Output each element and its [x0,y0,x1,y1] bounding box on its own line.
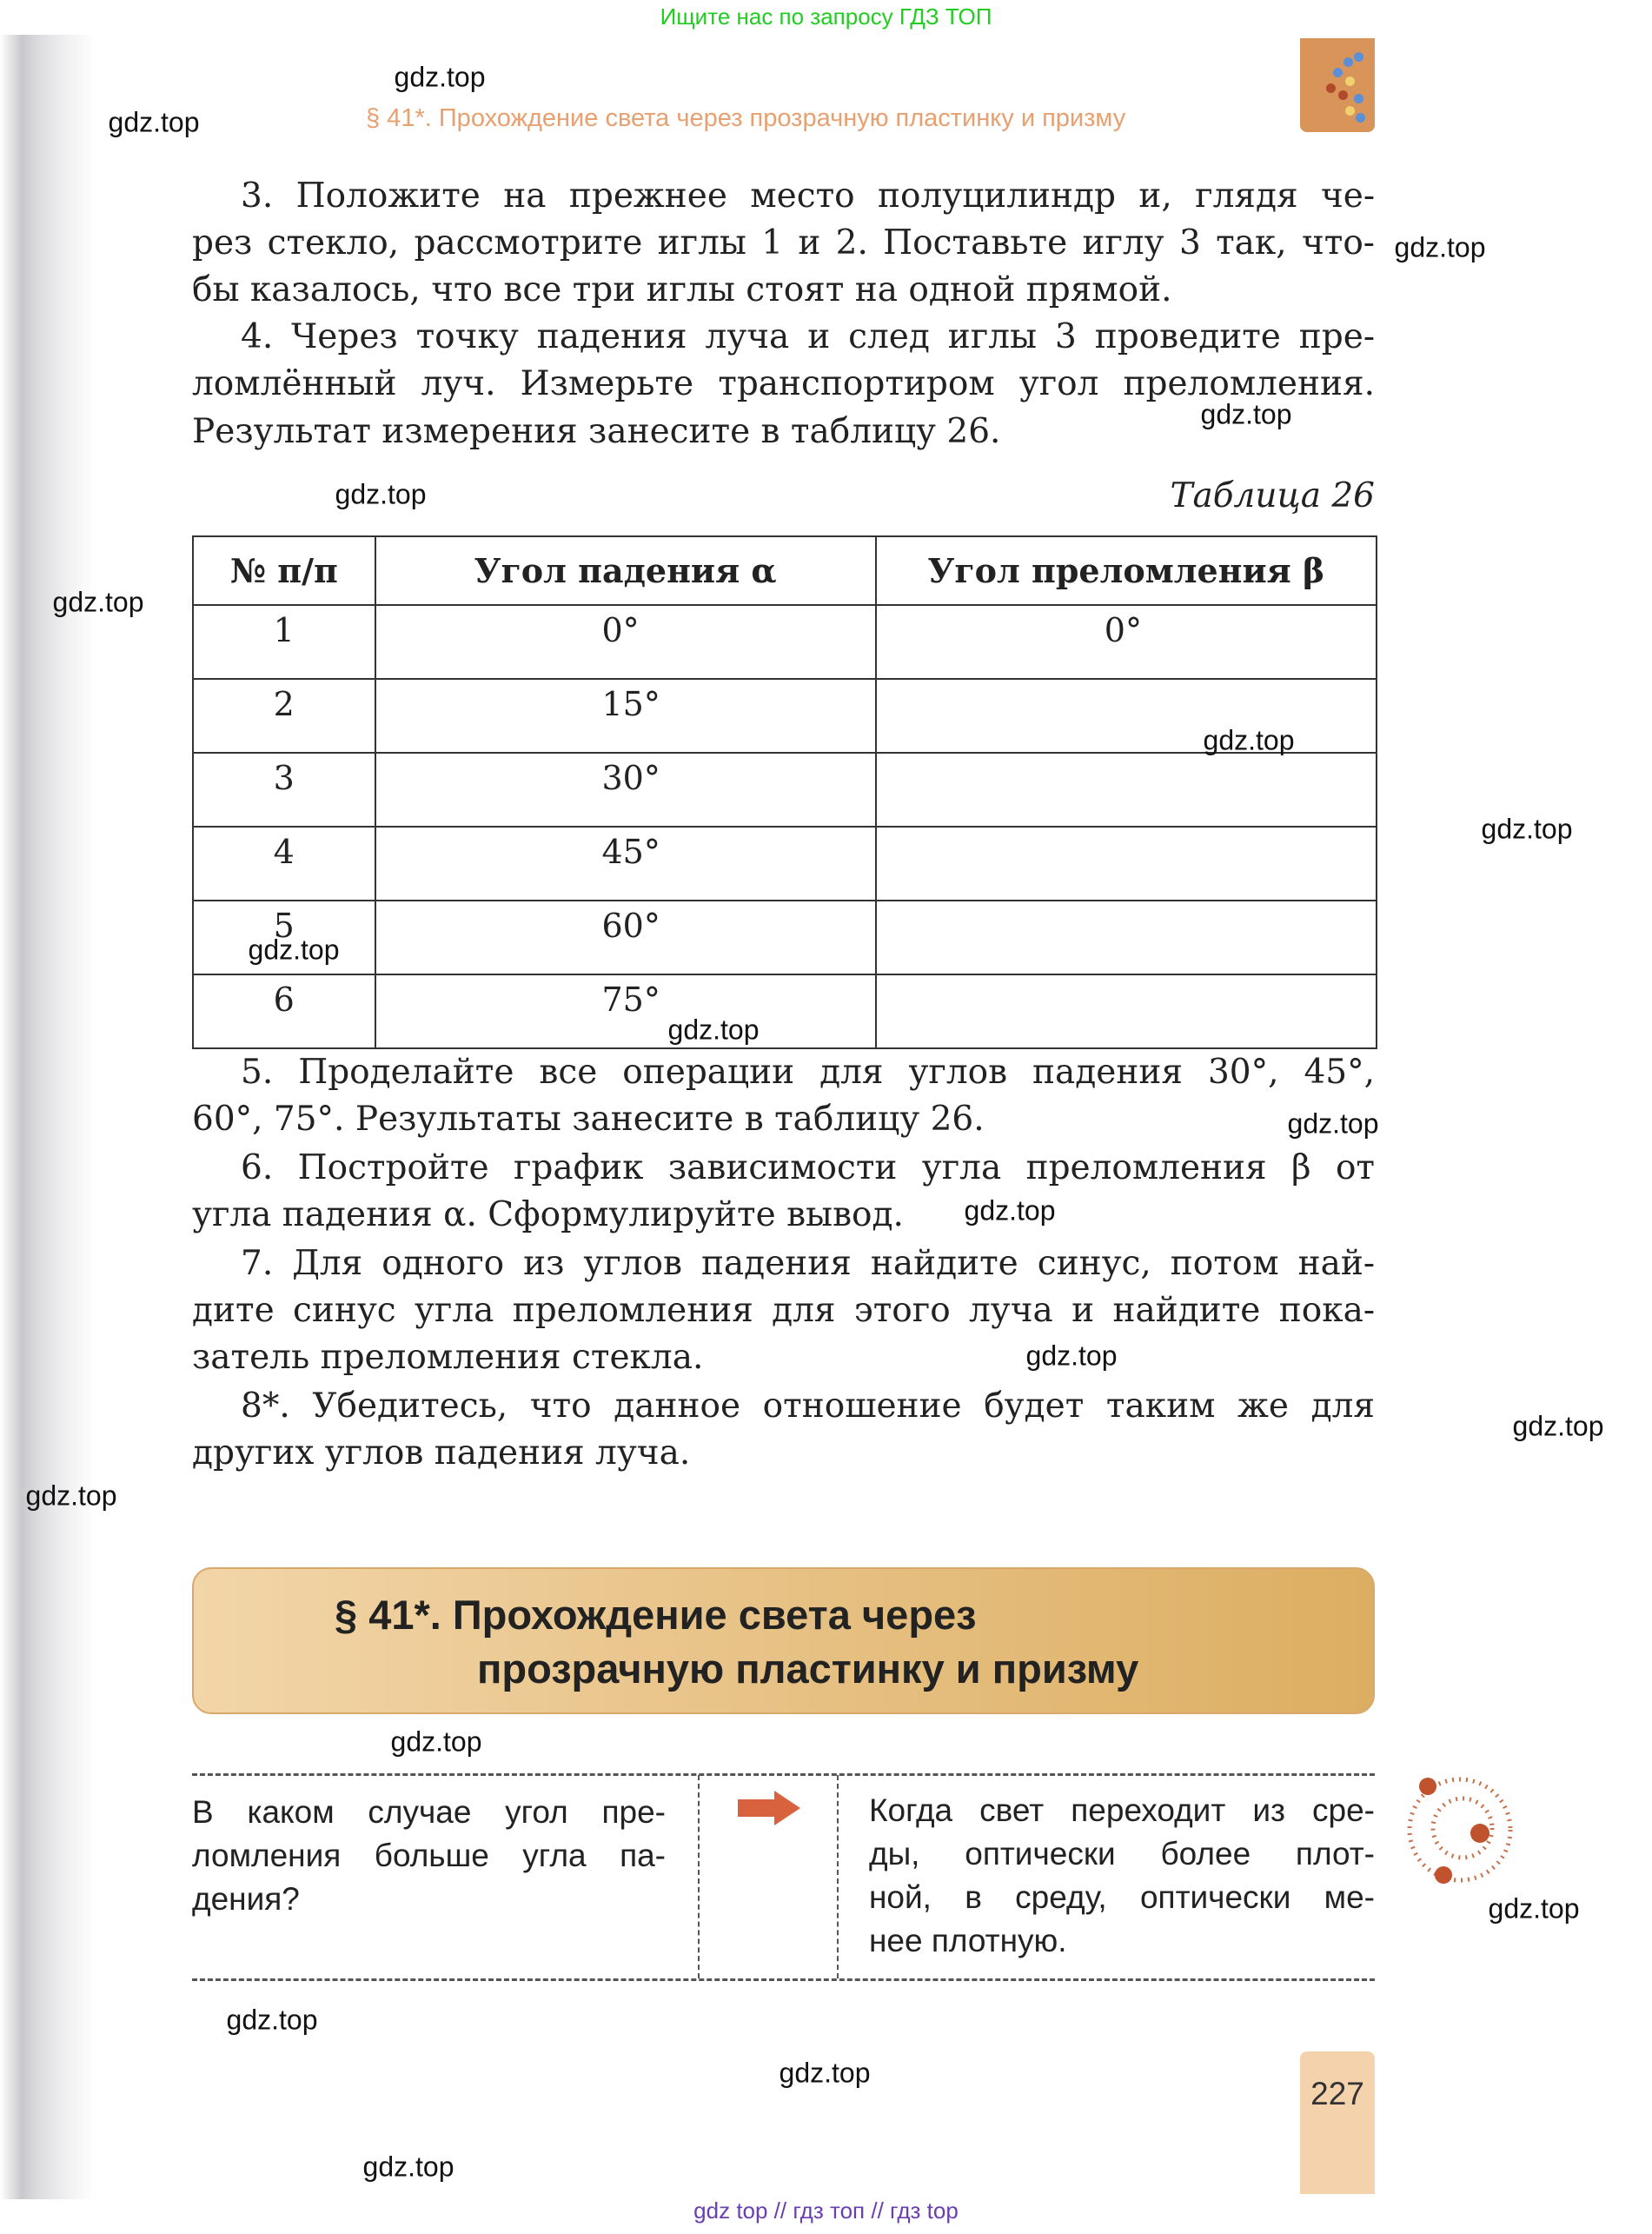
section-title-line-2: прозрачную пластинку и призму [477,1646,1139,1692]
watermark: gdz.top [1200,398,1292,430]
cell-incidence: 75° [375,974,876,1048]
cell-number: 4 [193,827,375,901]
header-incidence-angle: Угол падения α [375,536,876,605]
results-table [192,535,1377,1049]
question-line: ломления больше угла па- [192,1838,666,1873]
section-title-line-1: § 41*. Прохождение света через [335,1592,977,1638]
watermark: gdz.top [108,106,200,138]
cell-number: 2 [193,679,375,753]
cell-refraction[interactable] [876,679,1377,753]
step-5-line: 60°, 75°. Результаты занесите в таблицу 26. [192,1100,985,1139]
answer-line: нее плотную. [869,1923,1067,1958]
table-row [193,901,1377,974]
step-3-line: 3. Положите на прежнее место полуцилиндр и, глядя че- [241,176,1375,216]
chapter-tab-icon [1300,38,1375,132]
answer-line: ды, оптически более плот- [869,1836,1375,1872]
watermark: gdz.top [1488,1892,1580,1925]
watermark: gdz.top [52,586,144,618]
question-line: дения? [192,1881,300,1917]
step-3-line: рез стекло, рассмотрите иглы 1 и 2. Поставьте иглу 3 так, что- [192,223,1375,263]
header-refraction-angle: Угол преломления β [876,536,1377,605]
step-7-line: затель преломления стекла. [192,1338,704,1377]
watermark: gdz.top [390,1725,482,1758]
cell-refraction[interactable] [876,753,1377,827]
table-caption: Таблица 26 [1170,476,1375,515]
cell-refraction[interactable] [876,901,1377,974]
page-number-tab [1300,2051,1375,2194]
question-line: В каком случае угол пре- [192,1794,666,1830]
bottom-note[interactable]: gdz top // гдз топ // гдз top [693,2197,959,2224]
table-header-row [193,536,1377,605]
watermark: gdz.top [226,2004,318,2036]
column-divider [698,1775,700,1978]
watermark: gdz.top [1203,724,1295,756]
cell-refraction[interactable] [876,974,1377,1048]
watermark: gdz.top [779,2057,871,2089]
page-binding-shadow [0,35,96,2199]
running-header: § 41*. Прохождение света через прозрачную пластинку и призму [366,104,1126,132]
table-row [193,827,1377,901]
table-row [193,605,1377,679]
arrow-right-icon [734,1789,804,1827]
top-search-note: Ищите нас по запросу ГДЗ ТОП [660,3,992,30]
cell-number: 1 [193,605,375,679]
cell-refraction[interactable] [876,827,1377,901]
header-number: № п/п [193,536,375,605]
watermark: gdz.top [667,1014,760,1046]
watermark: gdz.top [1512,1410,1604,1442]
watermark: gdz.top [335,478,427,510]
cell-number: 5 [193,901,375,974]
step-4-line: ломлённый луч. Измерьте транспортиром угол преломления. [192,364,1375,403]
divider-bottom [192,1978,1375,1981]
atom-icon [1403,1769,1516,1891]
watermark: gdz.top [362,2151,454,2183]
step-4-line: 4. Через точку падения луча и след иглы 3 проведите пре- [241,317,1375,356]
cell-number: 6 [193,974,375,1048]
watermark: gdz.top [1025,1340,1118,1372]
step-7-line: дите синус угла преломления для этого луча и найдите пока- [192,1291,1375,1330]
step-8-line: других углов падения луча. [192,1433,691,1473]
cell-incidence: 0° [375,605,876,679]
watermark: gdz.top [1394,231,1486,263]
cell-refraction[interactable]: 0° [876,605,1377,679]
watermark: gdz.top [964,1194,1056,1227]
watermark: gdz.top [1287,1107,1379,1140]
cell-number: 3 [193,753,375,827]
watermark: gdz.top [394,61,486,93]
answer-line: ной, в среду, оптически ме- [869,1879,1375,1915]
column-divider [837,1775,839,1978]
step-3-line: бы казалось, что все три иглы стоят на одной прямой. [192,270,1172,309]
answer-line: Когда свет переходит из сре- [869,1792,1375,1828]
step-5-line: 5. Проделайте все операции для углов падения 30°, 45°, [241,1053,1375,1092]
cell-incidence: 30° [375,753,876,827]
watermark: gdz.top [25,1479,117,1512]
step-6-line: 6. Постройте график зависимости угла преломления β от [241,1148,1375,1187]
step-6-line: угла падения α. Сформулируйте вывод. [192,1195,904,1234]
table-row [193,753,1377,827]
table-row [193,679,1377,753]
cell-incidence: 45° [375,827,876,901]
cell-incidence: 60° [375,901,876,974]
table-row [193,974,1377,1048]
step-7-line: 7. Для одного из углов падения найдите синус, потом най- [241,1244,1375,1283]
step-8-line: 8*. Убедитесь, что данное отношение будет таким же для [241,1386,1375,1426]
step-4-line: Результат измерения занесите в таблицу 26. [192,412,1001,451]
page-number: 227 [1310,2076,1364,2111]
divider-top [192,1773,1375,1776]
cell-incidence: 15° [375,679,876,753]
watermark: gdz.top [1481,813,1573,845]
watermark: gdz.top [248,934,340,966]
